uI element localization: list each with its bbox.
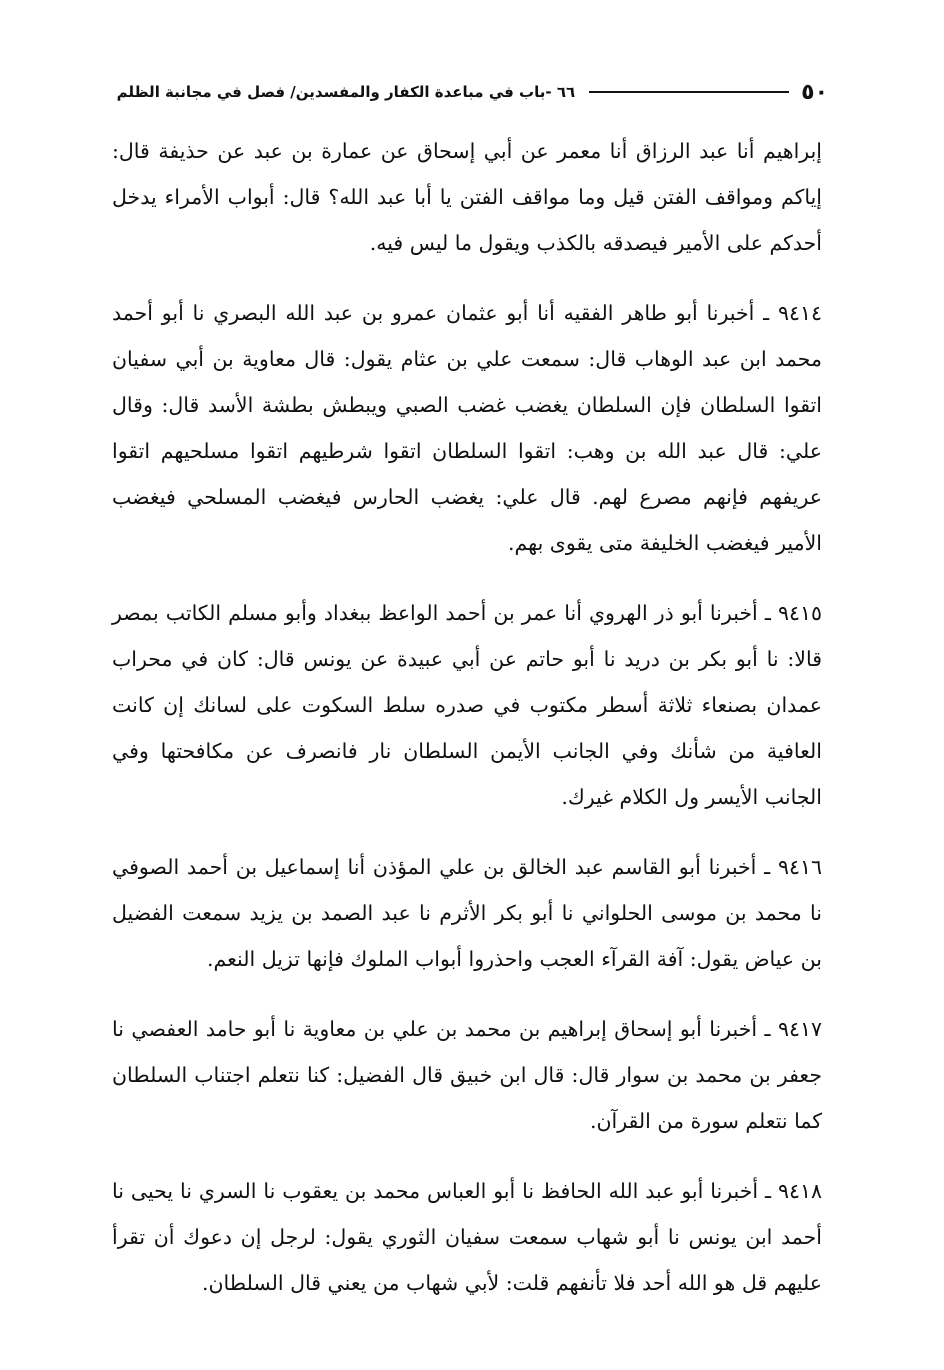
paragraph-text: أخبرنا أبو طاهر الفقيه أنا أبو عثمان عمرو بن عبد الله البصري نا أبو أحمد محمد ابن عبد الوهاب قال: سمعت علي بن عثام يقول: قال معاوية بن أبي سفيان اتقوا السلطان فإن السلطان يغضب غضب الصبي ويبطش بطشة الأسد قال: وقال علي: قال عبد الله بن وهب: اتقوا السلطان اتقوا شرطيهم اتقوا مسلحيهم اتقوا عريفهم فإنهم مصرع لهم. قال علي: يغضب الحارس فيغضب المسلحي فيغضب الأمير فيغضب الخليفة متى يقوى بهم. <box>112 301 822 555</box>
body-text <box>112 128 822 1330</box>
paragraph-text: أخبرنا أبو إسحاق إبراهيم بن محمد بن علي بن معاوية نا أبو حامد العفصي نا جعفر بن محمد بن سوار قال: قال ابن خبيق قال الفضيل: كنا نتعلم اجتناب السلطان كما نتعلم سورة من القرآن. <box>112 1017 822 1133</box>
paragraph-text: أخبرنا أبو عبد الله الحافظ نا أبو العباس محمد بن يعقوب نا السري نا يحيى نا أحمد ابن يونس نا أبو شهاب سمعت سفيان الثوري يقول: لرجل إن دعوك أن تقرأ عليهم قل هو الله أحد فلا تأنفهم قلت: لأبي شهاب من يعني قال السلطان. <box>112 1179 822 1295</box>
entry-number: ٩٤١٦ ـ <box>764 855 822 879</box>
running-header <box>118 72 828 112</box>
paragraph-continuation <box>112 128 822 266</box>
paragraph-text: أخبرنا أبو ذر الهروي أنا عمر بن أحمد الواعظ ببغداد وأبو مسلم الكاتب بمصر قالا: نا أبو بكر بن دريد نا أبو حاتم عن أبي عبيدة عن يونس قال: كان في محراب عمدان بصنعاء ثلاثة أسطر مكتوب في صدره سلط السكوت على لسانك إن كانت العافية من شأنك وفي الجانب الأيمن السلطان نار فانصرف عن مكافحتها وفي الجانب الأيسر ول الكلام غيرك. <box>112 601 822 809</box>
entry-number: ٩٤١٥ ـ <box>764 601 822 625</box>
entry-number: ٩٤١٧ ـ <box>764 1017 822 1041</box>
hadith-entry-9418 <box>112 1168 822 1306</box>
hadith-entry-9416 <box>112 844 822 982</box>
page-number: ٥٠ <box>801 79 828 105</box>
hadith-entry-9417 <box>112 1006 822 1144</box>
chapter-title: ٦٦ -باب في مباعدة الكفار والمفسدين/ فصل في مجانبة الظلم <box>116 83 576 101</box>
entry-number: ٩٤١٨ ـ <box>765 1179 822 1203</box>
entry-number: ٩٤١٤ ـ <box>763 301 822 325</box>
hadith-entry-9415 <box>112 590 822 820</box>
paragraph-text: إبراهيم أنا عبد الرزاق أنا معمر عن أبي إسحاق عن عمارة بن عبد عن حذيفة قال: إياكم ومواقف الفتن قيل وما مواقف الفتن يا أبا عبد الله؟ قال: أبواب الأمراء يدخل أحدكم على الأمير فيصدقه بالكذب ويقول ما ليس فيه. <box>112 139 822 255</box>
header-rule <box>589 91 789 93</box>
paragraph-text: أخبرنا أبو القاسم عبد الخالق بن علي المؤذن أنا إسماعيل بن أحمد الصوفي نا محمد بن موسى الحلواني نا أبو بكر الأثرم نا عبد الصمد بن يزيد سمعت الفضيل بن عياض يقول: آفة القرآء العجب واحذروا أبواب الملوك فإنها تزيل النعم. <box>112 855 822 971</box>
hadith-entry-9414 <box>112 290 822 566</box>
